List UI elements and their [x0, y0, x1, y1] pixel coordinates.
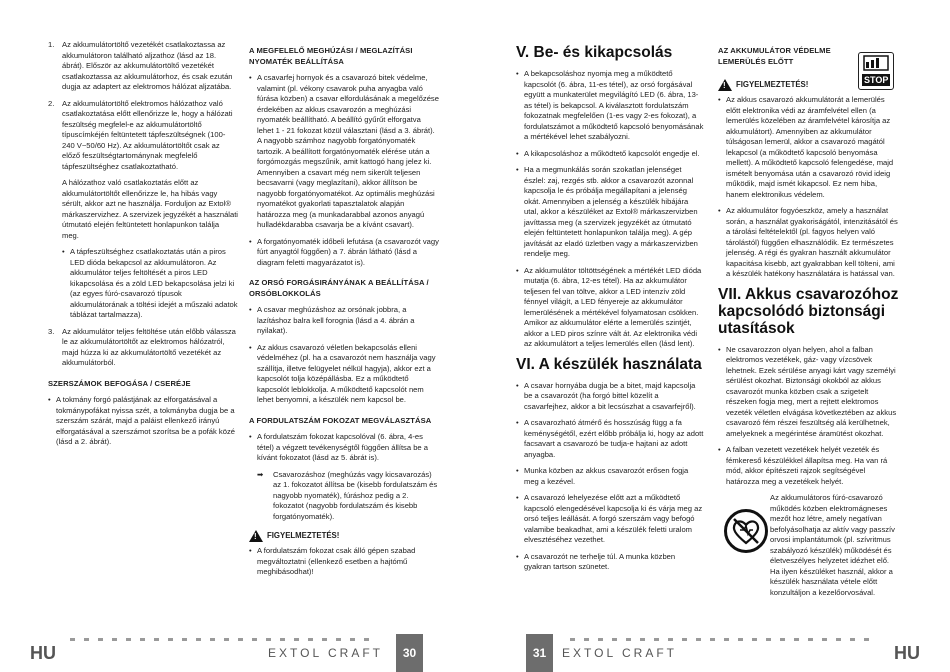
paragraph-pacemaker: Az akkumulátoros fúró-csavarozó működés közben elektromágneses mezőt hoz létre, amely negatívan befolyásolhatja az aktív vagy passzív orvosi implantátumok (pl. szívritmus szabályozó készülék) működését és életveszélyes helyzetet idézhet elő. Ha ilyen készüléket használ, akkor a készülék használata vétele előtt konzultáljon a kezelőorvosával.: [770, 493, 895, 597]
list-item: • Ha a megmunkálás során szokatlan jelenséget észlel: zaj, rezgés stb. akkor a csavarozót azonnal kapcsolja le és próbálja megállapítani a jelenség okát. Amennyiben a jelenség a készülék hibájára utal, akkor a készüléket az Extol® márkaszervizben javíttassa meg (a szervizek jegyzékét az útmutató elején feltüntetett honlapunkon találja meg). A gép javítását az eladó üzletben vagy a márkaszervizben rendelje meg.: [516, 165, 704, 260]
heart-crossed-graphic: [727, 512, 765, 550]
list-item: • A forgatónyomaték időbeli lefutása (a csavarozót vagy fúrt anyagtól függően) a 7. ábrán látható (lásd a diagram feletti magyarázatot is).: [249, 237, 439, 269]
stop-label: STOP: [864, 75, 889, 85]
list-item: • Ne csavarozzon olyan helyen, ahol a falban elektromos vezetékek, gáz- vagy vízcsövek lehetnek. Ezek sérülése anyagi kárt vagy személyi sérülést okozhat. Biztonsági okokból az akkus csavarozót munka közben csak a szigetelt részeken fogja meg, mert a rejtett elektromos vezeték véletlen elvágása következtében az akkus csavarozó fém részei feszültség alá kerülhetnek, amelyeknek a megérintése áramütést okozhat.: [718, 345, 900, 440]
arrow-note: ➡ Csavarozáshoz (meghúzás vagy kicsavarozás) az 1. fokozatot állítsa be (kisebb fordulatszám és nagyobb nyomaték), fúráshoz pedig a 2. fokozatot (nagyobb fordulatszám és kisebb forgatónyomaték).: [257, 469, 438, 521]
brand-logo-left: EXTOL CRAFT: [268, 646, 384, 660]
column-2: [249, 46, 439, 584]
warning-triangle-icon: !: [249, 530, 263, 542]
list-item: • A csavarozható átmérő és hosszúság függ a fa keménységétől, ezért előbb próbálja ki, hogy az adott facsavart a csavarozó be tudja-e hajtani az adott anyagba.: [516, 418, 704, 460]
battery-stop-icon: [858, 52, 894, 90]
list-item: • A bekapcsoláshoz nyomja meg a működtető kapcsolót (6. ábra, 11-es tétel), az orsó forgásával együtt a munkaterület megvilágító LED (6. ábra, 13-as tétel) is bekapcsol. A kiválasztott fordulatszám fokozatnak megfelelően (1-es vagy 2-es fokozat), a fordulatszámot a működtető kapcsoló benyomásának a mértékével lehet szabályozni.: [516, 69, 704, 143]
list-item: • A tokmány forgó palástjának az elforgatásával a tokmánypofákat nyissa szét, a tokmányba dugja be a szerszám szárát, majd a paláist ellenkező irányú elforgatásával a szerszámot szorítsa be a pofák közé (lásd a 2. ábrát).: [48, 395, 238, 448]
language-code-left: HU: [30, 643, 56, 663]
list-item: • A csavar hornyába dugja be a bitet, majd kapcsolja be a csavarozót (ha forgó bittel közelít a csavarfejhez, akkor a bit lecsúszhat a csavarfejről).: [516, 381, 704, 413]
list-item: • Az akkumulátor fogyóeszköz, amely a használat során, a használat gyakoriságától, intenzitásától és a tárolási feltételektől (pl. fagyos helyen való tárolástól) függően elhasználódik. Ez természetes jelenség. A régi és gyakran használt akkumulátor kapacitása kisebb, azt gyakrabban kell tölteni, ami a készülék hatékony használatára is hatással van.: [718, 206, 900, 280]
chapter-title: VI. A készülék használata: [516, 355, 702, 373]
section-heading: SZERSZÁMOK BEFOGÁSA / CSERÉJE: [48, 378, 191, 388]
pacemaker-warning-icon: [724, 509, 768, 553]
footer-dots-right: [570, 638, 869, 641]
column-3: [516, 40, 704, 579]
section-heading: AZ AKKUMULÁTOR VÉDELME LEMERÜLÉS ELŐTT: [718, 46, 831, 66]
paragraph: Amikor az akkumulátor elérte a lemerülés szintjét, akkor a LED piros színre vált át. Az elektronika védi az akkumulátort a teljes lemerülés ellen (lásd lent).: [524, 318, 698, 348]
column-1: [48, 40, 238, 454]
chapter-title: VII. Akkus csavarozóhoz kapcsolódó biztonsági utasítások: [718, 285, 899, 337]
step-2: 2. Az akkumulátortöltő elektromos hálózathoz való csatlakoztatása előtt ellenőrizze le, hogy a hálózati feszültség megfelel-e az akkumulátortöltő típuscímkéjén feltüntetett tápfeszültségnek (100-240 V~50/60 Hz). Az akkumulátortöltőt csak az előző feszültségtartománynak megfelelő tápfeszültséghez csatlakoztatható. A hálózathoz való csatlakoztatás előtt az akkumulátortöltőt ellenőrizze le, ha hibás vagy sérült, akkor azt ne használja. Forduljon az Extol® márkaszervizhez. A szervizek jegyzékét a használati útmutató elején feltüntetett honlapunkon találja meg. • A tápfeszültséghez csatlakoztatás után a piros LED dióda bekapcsol az akkumulátoron. Az akkumulátor teljes feltöltését a piros LED kikapcsolása és a zöld LED bekapcsolása jelzi ki (az egyes fúró-csavarozó típusok akkumulátorának a töltési idejét a műszaki adatok táblázat tartalmazza).: [48, 99, 238, 321]
list-item: • Munka közben az akkus csavarozót erősen fogja meg a kezével.: [516, 466, 704, 487]
warning-triangle-icon: !: [718, 79, 732, 91]
list-item: • Az akkus csavarozó véletlen bekapcsolás elleni védelméhez (pl. ha a csavarozót nem használja vagy szállítja, illetve felügyelet nélkül hagyja), akkor ezt a kapcsolót tolja középállásba. Ez a működtető kapcsolót leblokkolja. A működtető kapcsolót nem lehet benyomni, a készülék nem kapcsol be.: [249, 343, 439, 406]
footer-dots-left: [70, 638, 369, 641]
list-item: • A fordulatszám fokozat csak álló gépen szabad megváltoztatni (ellenkező esetben a hajtómű meghibásodhat)!: [249, 546, 439, 578]
chapter-title: V. Be- és kikapcsolás: [516, 44, 673, 61]
section-heading: AZ ORSÓ FORGÁSIRÁNYÁNAK A BEÁLLÍTÁSA / ORSÓBLOKKOLÁS: [249, 278, 429, 298]
warning-heading: ! FIGYELMEZTETÉS!: [718, 79, 900, 91]
list-item: • A csavarozó lehelyezése előtt azt a működtető kapcsoló elengedésével kapcsolja ki és várja meg az orsó teljes leállását. A forgó szerszám vagy befogó valamibe beakadhat, ami a készülék feletti uralom elvesztéséhez vezethet.: [516, 493, 704, 546]
list-item: • Az akkumulátor töltöttségének a mértékét LED dióda mutatja (6. ábra, 12-es tétel). Ha az akkumulátor teljesen fel van töltve, akkor a LED intenzív zöld fénnyel világít, a LED fényereje az akkumulátor lemerülésének a mértékével folyamatosan csökken.: [516, 266, 704, 319]
list-item: • A fordulatszám fokozat kapcsolóval (6. ábra, 4-es tétel) a végzett tevékenységtől függően állítsa be a kívánt fokozatot (lásd az 5. ábrát is).: [249, 432, 439, 464]
section-heading: A FORDULATSZÁM FOKOZAT MEGVÁLASZTÁSA: [249, 415, 432, 425]
brand-logo-right: EXTOL CRAFT: [562, 646, 678, 660]
charging-steps: [48, 40, 238, 369]
page-number-right: 31: [526, 634, 553, 672]
warning-heading: ! FIGYELMEZTETÉS!: [249, 530, 439, 542]
arrow-right-icon: ➡: [257, 469, 264, 479]
list-item: • Az akkus csavarozó akkumulátorát a lemerülés előtt elektronika védi az áramfelvétel ellen (a lemerülés közelében az áramfelvétel károsítja az akkumulátort). Amennyiben az akkumulátor túlságosan lemerül, akkor a csavarozó magától lekapcsol (a működtető kapcsoló benyomása mellett). A működtető kapcsoló felengedése, majd ismételt benyomása után a csavarozó rövid ideig működik, majd ismét kikapcsol. Ez nem hiba, hanem elektronikus védelem.: [718, 95, 900, 200]
list-item: • A kikapcsoláshoz a működtető kapcsolót engedje el.: [516, 149, 704, 160]
section-heading: A MEGFELELŐ MEGHÚZÁSI / MEGLAZÍTÁSI NYOMATÉK BEÁLLÍTÁSA: [249, 46, 413, 66]
list-item: • A falban vezetett vezetékek helyét vezeték és fémkereső készülékkel állapítsa meg. Ha van rá mód, akkor építészeti rajzok segítségével határozza meg a vezetékek helyét.: [718, 445, 900, 487]
list-item: • A csavarfej hornyok és a csavarozó bitek védelme, valamint (pl. vékony csavarok puha anyagba való fúrása közben) a csavar elfordulásának a megelőzése érdekében az akkus csavarozón a meghúzási nyomaték beállítható. A beállító gyűrűt elforgatva lehet 1 - 21 fokozat közül választani (lásd a 3. ábrát). A nagyobb számhoz nagyobb forgatónyomaték tartozik. A beállított forgatónyomaték elérése után a forgómozgás megszűnik, amit kattogó hang jelez ki. Amennyiben a csavart még nem sikerült teljesen becsavarni (vagy meglazítani), akkor állítson be nagyobb forgatónyomatékot. Az optimális meghúzási nyomatékot gyakorlati tapasztalatok alapján határozza meg (a munkadarabbal azonos anyagú hulladékdarabba csavarja be a kívánt csavart).: [249, 73, 439, 231]
list-item: • A csavar meghúzáshoz az orsónak jobbra, a lazításhoz balra kell forognia (lásd a 4. ábrán a nyilakat).: [249, 305, 439, 337]
step-2-bullet: • A tápfeszültséghez csatlakoztatás után a piros LED dióda bekapcsol az akkumulátoron. Az akkumulátor teljes feltöltését a piros LED kikapcsolása és a zöld LED bekapcsolása jelzi ki (az egyes fúró-csavarozó típusok akkumulátorának a töltési idejét a műszaki adatok táblázat tartalmazza).: [62, 247, 238, 321]
step-1: 1. Az akkumulátortöltő vezetékét csatlakoztassa az akkumulátoron található aljzathoz (lásd az 18. ábrát). Először az akkumulátortöltő vezetékét csatlakoztassa az akkumulátorhoz, és csak ezután dugja az adaptert az elektromos hálózat aljzatába.: [48, 40, 233, 91]
step-3: 3. Az akkumulátor teljes feltöltése után előbb válassza le az akkumulátortöltőt az elektromos hálózatról, majd húzza ki az akkumulátortöltő vezetékét az akkumulátorból.: [48, 326, 236, 367]
language-code-right: HU: [894, 643, 920, 663]
list-item: • A csavarozót ne terhelje túl. A munka közben gyakran tartson szünetet.: [516, 552, 704, 573]
page-number-left: 30: [396, 634, 423, 672]
